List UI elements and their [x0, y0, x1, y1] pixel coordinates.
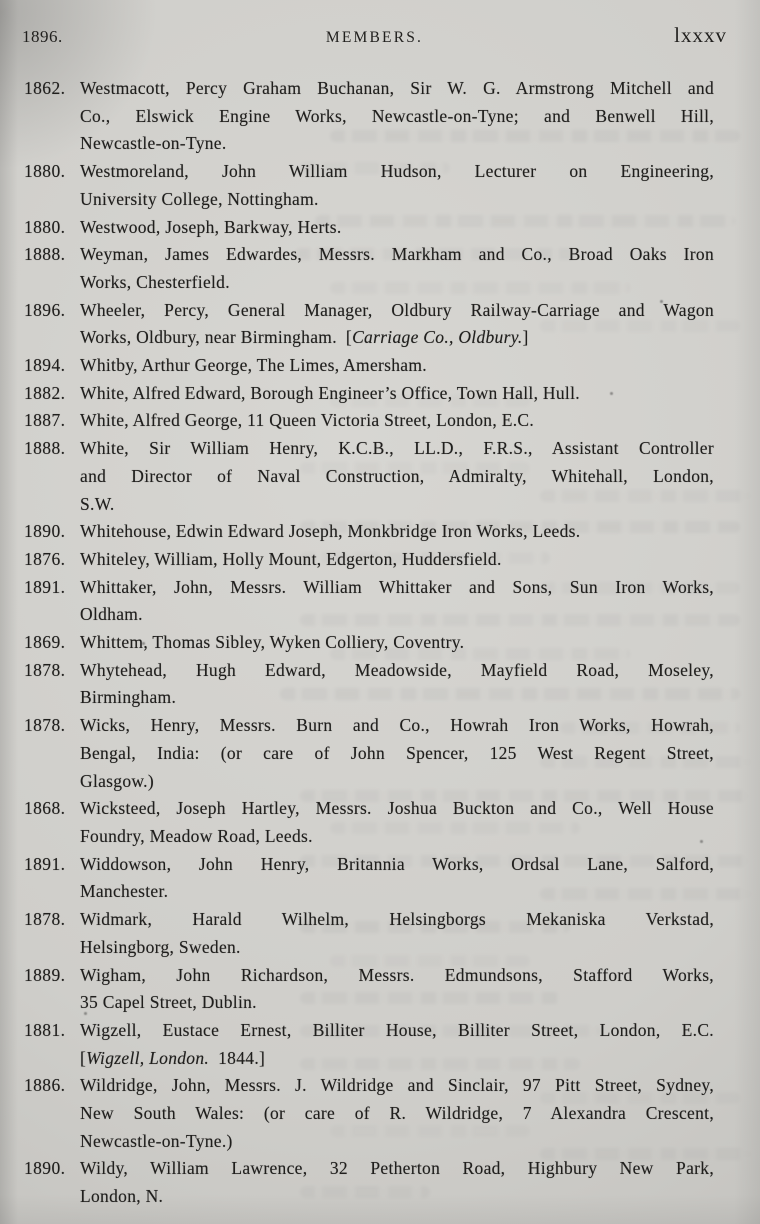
member-entry — [24, 712, 714, 795]
entry-year: 1888. — [24, 438, 66, 459]
entry-first-line — [24, 851, 714, 879]
entry-first-line — [24, 518, 714, 546]
entry-year: 1878. — [24, 715, 66, 736]
entry-text: Whytehead, Hugh Edward, Meadowside, Mayfield Road, Moseley, — [80, 659, 714, 680]
entry-continuation-line — [24, 103, 714, 131]
member-entry — [24, 407, 714, 435]
entry-first-line — [24, 712, 714, 740]
entry-text: New South Wales: (or care of R. Wildridge, 7 Alexandra Crescent, — [80, 1103, 714, 1124]
entry-text: Wigzell, London. — [86, 1047, 210, 1068]
entry-year: 1889. — [24, 964, 66, 985]
member-entry — [24, 851, 714, 906]
entry-text: Bengal, India: (or care of John Spencer, 125 West Regent Street, — [80, 742, 714, 763]
entry-text: Newcastle-on-Tyne.) — [80, 1130, 233, 1151]
entry-continuation-line — [24, 269, 714, 297]
entry-continuation-line — [24, 463, 714, 491]
member-entry — [24, 795, 714, 850]
entry-continuation-line — [24, 491, 714, 519]
entry-first-line — [24, 158, 714, 186]
entry-text: Whittaker, John, Messrs. William Whittaker and Sons, Sun Iron Works, — [80, 576, 714, 597]
entry-year: 1880. — [24, 216, 66, 237]
member-entry — [24, 962, 714, 1017]
member-entry — [24, 1017, 714, 1072]
entry-continuation-line — [24, 186, 714, 214]
entry-text: Wicksteed, Joseph Hartley, Messrs. Joshua Buckton and Co., Well House — [80, 798, 714, 819]
entry-text: Wildy, William Lawrence, 32 Petherton Road, Highbury New Park, — [80, 1158, 714, 1179]
entry-text: [ — [80, 1047, 87, 1068]
entry-year: 1880. — [24, 161, 66, 182]
entry-first-line — [24, 1017, 714, 1045]
entry-text: Whitby, Arthur George, The Limes, Amersham. — [80, 355, 427, 376]
entry-text: Works, Chesterfield. — [80, 271, 230, 292]
entry-text: 1844.] — [209, 1047, 266, 1068]
entry-text: Foundry, Meadow Road, Leeds. — [80, 825, 313, 846]
entry-first-line — [24, 380, 714, 408]
member-entry — [24, 158, 714, 213]
entry-text: Works, Oldbury, near Birmingham. [ — [80, 327, 353, 348]
entry-text: Widmark, Harald Wilhelm, Helsingborgs Mekaniska Verkstad, — [80, 909, 714, 930]
entry-year: 1876. — [24, 548, 66, 569]
entry-text: Widdowson, John Henry, Britannia Works, Ordsal Lane, Salford, — [80, 853, 714, 874]
entry-year: 1888. — [24, 244, 66, 265]
entry-continuation-line — [24, 989, 714, 1017]
entry-text: White, Alfred George, 11 Queen Victoria Street, London, E.C. — [80, 410, 535, 431]
entry-text: 35 Capel Street, Dublin. — [80, 992, 257, 1013]
entry-text: Glasgow.) — [80, 770, 154, 791]
header-year: 1896. — [22, 27, 63, 46]
entry-continuation-line — [24, 768, 714, 796]
entry-text: Helsingborg, Sweden. — [80, 936, 241, 957]
entry-text: White, Alfred Edward, Borough Engineer’s Office, Town Hall, Hull. — [80, 382, 580, 403]
entry-first-line — [24, 962, 714, 990]
entry-text: Wheeler, Percy, General Manager, Oldbury Railway-Carriage and Wagon — [80, 299, 714, 320]
entry-continuation-line — [24, 878, 714, 906]
member-entry — [24, 574, 714, 629]
entry-text: Whiteley, William, Holly Mount, Edgerton, Huddersfield. — [80, 548, 502, 569]
member-entry — [24, 1072, 714, 1155]
entry-continuation-line — [24, 684, 714, 712]
entry-year: 1878. — [24, 659, 66, 680]
entry-text: University College, Nottingham. — [80, 188, 319, 209]
entry-text: Wildridge, John, Messrs. J. Wildridge and Sinclair, 97 Pitt Street, Sydney, — [80, 1075, 714, 1096]
entry-text: Whitehouse, Edwin Edward Joseph, Monkbridge Iron Works, Leeds. — [80, 521, 581, 542]
entry-text: Carriage Co., Oldbury. — [352, 327, 523, 348]
member-entry — [24, 546, 714, 574]
entry-year: 1868. — [24, 798, 66, 819]
member-entry — [24, 1155, 714, 1210]
entry-year: 1886. — [24, 1075, 66, 1096]
entry-text: Wigzell, Eustace Ernest, Billiter House, Billiter Street, London, E.C. — [80, 1019, 714, 1040]
entry-text: Weyman, James Edwardes, Messrs. Markham and Co., Broad Oaks Iron — [80, 244, 714, 265]
member-entry — [24, 352, 714, 380]
page-number: lxxxv — [674, 23, 727, 47]
entry-first-line — [24, 546, 714, 574]
entry-text: Wigham, John Richardson, Messrs. Edmundsons, Stafford Works, — [80, 964, 714, 985]
member-entry — [24, 214, 714, 242]
entry-first-line — [24, 241, 714, 269]
entry-text: Newcastle-on-Tyne. — [80, 133, 227, 154]
member-entry — [24, 241, 714, 296]
entry-year: 1869. — [24, 632, 66, 653]
member-entry — [24, 629, 714, 657]
entry-year: 1896. — [24, 299, 66, 320]
entry-first-line — [24, 1072, 714, 1100]
entry-text: Co., Elswick Engine Works, Newcastle-on-Tyne; and Benwell Hill, — [80, 105, 714, 126]
entry-continuation-line — [24, 823, 714, 851]
entry-year: 1894. — [24, 355, 66, 376]
entry-year: 1862. — [24, 78, 66, 98]
entry-year: 1881. — [24, 1019, 66, 1040]
entry-text: Oldham. — [80, 604, 143, 625]
member-entry — [24, 380, 714, 408]
entry-text: S.W. — [80, 493, 115, 514]
entry-continuation-line — [24, 601, 714, 629]
entry-year: 1891. — [24, 853, 66, 874]
entry-first-line — [24, 407, 714, 435]
entry-text: White, Sir William Henry, K.C.B., LL.D., F.R.S., Assistant Controller — [80, 438, 714, 459]
entry-text: ] — [522, 327, 529, 348]
entry-first-line — [24, 574, 714, 602]
member-entry — [24, 518, 714, 546]
entry-first-line — [24, 435, 714, 463]
entry-first-line — [24, 214, 714, 242]
member-entry — [24, 906, 714, 961]
entry-text: Wicks, Henry, Messrs. Burn and Co., Howrah Iron Works, Howrah, — [80, 715, 714, 736]
entry-continuation-line — [24, 740, 714, 768]
entry-text: Westwood, Joseph, Barkway, Herts. — [80, 216, 342, 237]
entry-continuation-line — [24, 934, 714, 962]
entry-text: Westmacott, Percy Graham Buchanan, Sir W. G. Armstrong Mitchell and — [80, 78, 714, 98]
entry-text: Whittem, Thomas Sibley, Wyken Colliery, Coventry. — [80, 632, 465, 653]
entry-first-line — [24, 1155, 714, 1183]
entry-year: 1882. — [24, 382, 66, 403]
entry-continuation-line — [24, 1128, 714, 1156]
entry-first-line — [24, 906, 714, 934]
entry-text: London, N. — [80, 1186, 164, 1207]
member-entry — [24, 297, 714, 352]
entry-text: Westmoreland, John William Hudson, Lecturer on Engineering, — [80, 161, 714, 182]
member-list — [0, 75, 760, 1211]
entry-year: 1890. — [24, 521, 66, 542]
entry-first-line — [24, 629, 714, 657]
entry-text: Manchester. — [80, 881, 169, 902]
entry-year: 1878. — [24, 909, 66, 930]
entry-year: 1891. — [24, 576, 66, 597]
entry-text: Birmingham. — [80, 687, 177, 708]
entry-continuation-line — [24, 130, 714, 158]
entry-continuation-line — [24, 1183, 714, 1211]
member-entry — [24, 657, 714, 712]
entry-continuation-line — [24, 324, 714, 352]
entry-text: and Director of Naval Construction, Admiralty, Whitehall, London, — [80, 465, 714, 486]
entry-continuation-line — [24, 1045, 714, 1073]
entry-first-line — [24, 75, 714, 103]
member-entry — [24, 435, 714, 518]
member-entry — [24, 75, 714, 158]
entry-year: 1890. — [24, 1158, 66, 1179]
page-title: MEMBERS. — [325, 29, 424, 46]
entry-first-line — [24, 352, 714, 380]
entry-first-line — [24, 657, 714, 685]
entry-year: 1887. — [24, 410, 66, 431]
entry-first-line — [24, 795, 714, 823]
entry-first-line — [24, 297, 714, 325]
entry-continuation-line — [24, 1100, 714, 1128]
page-header — [0, 0, 760, 50]
